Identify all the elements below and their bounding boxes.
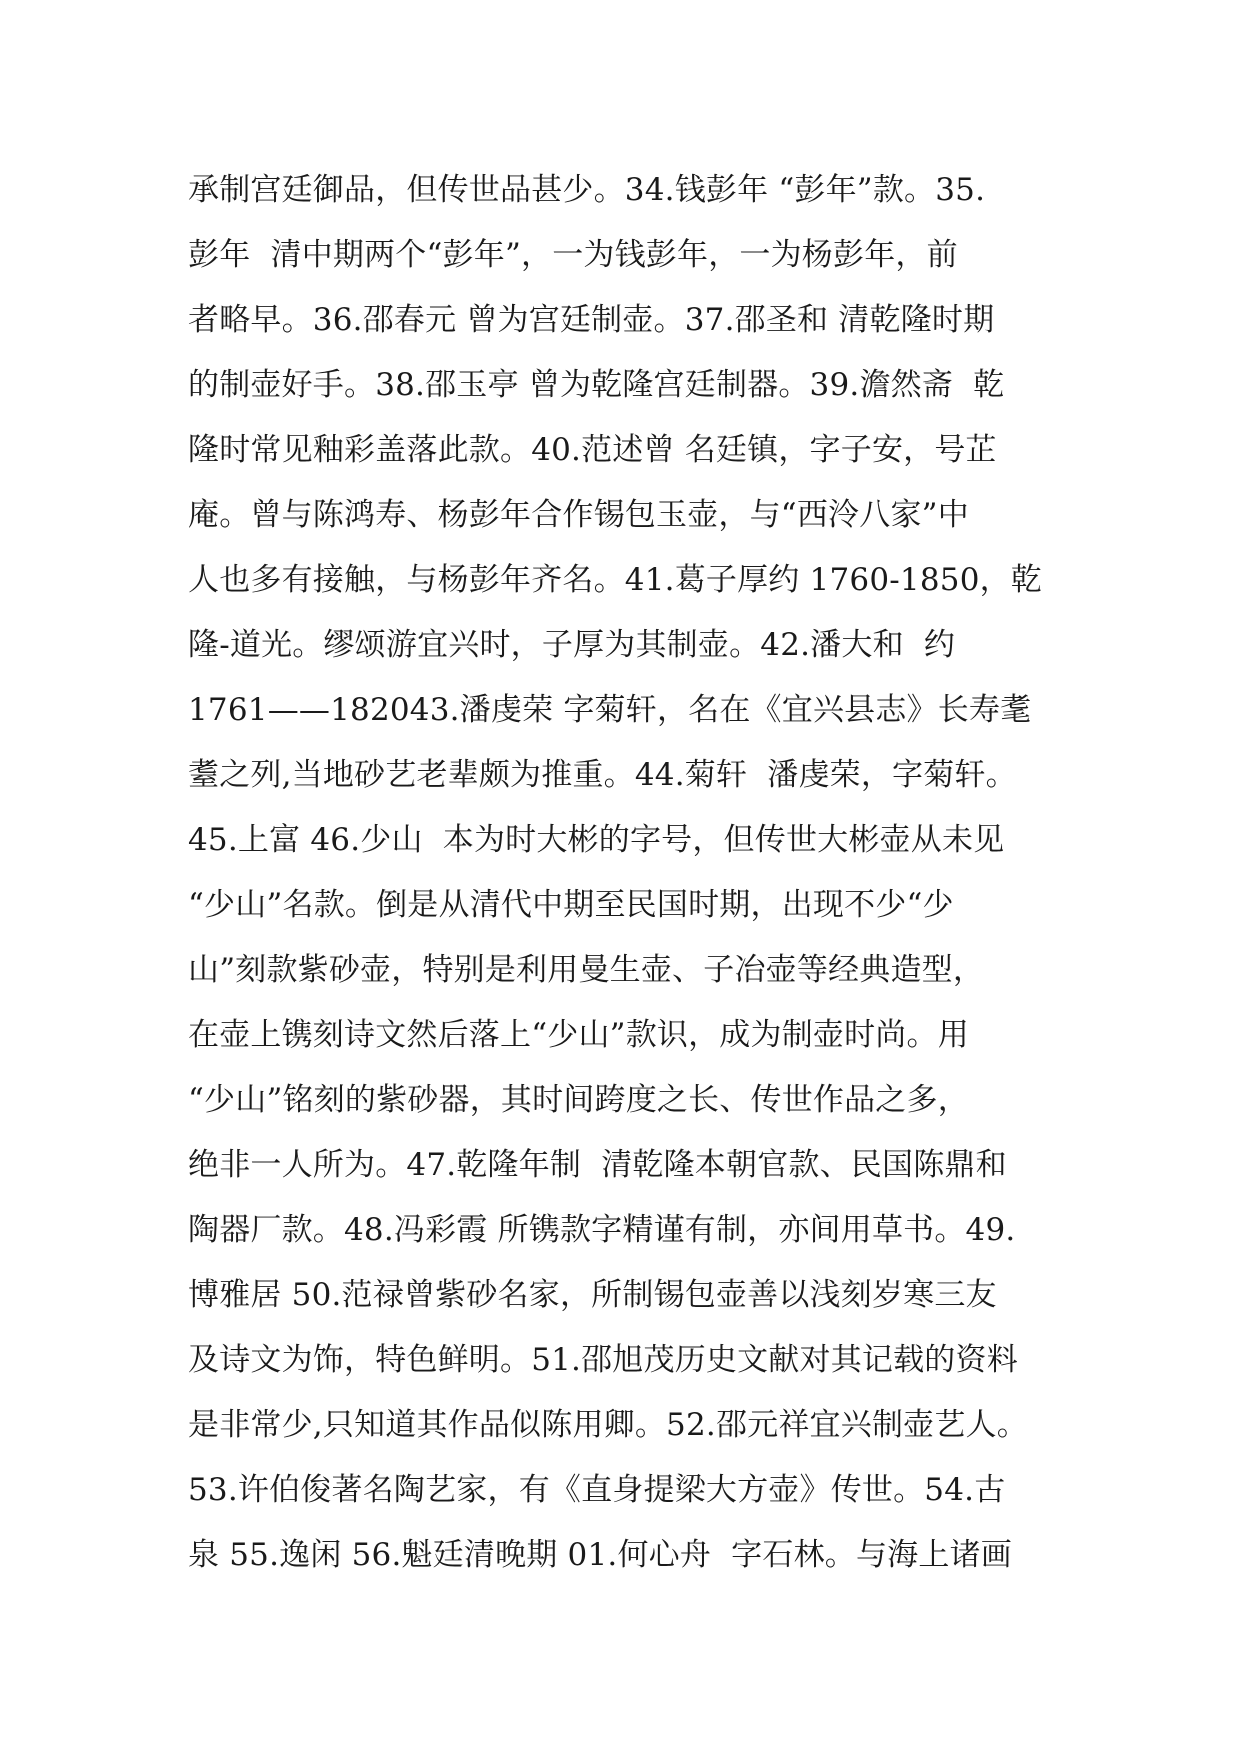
text-line: 及诗文为饰，特色鲜明。51.邵旭茂历史文献对其记载的资料 — [188, 1342, 1018, 1378]
text-line: 53.许伯俊著名陶艺家，有《直身提梁大方壶》传世。54.古 — [188, 1472, 1006, 1508]
text-line: 隆时常见釉彩盖落此款。40.范述曾 名廷镇，字子安，号芷 — [188, 432, 997, 468]
text-line: 博雅居 50.范禄曾紫砂名家，所制锡包壶善以浅刻岁寒三友 — [188, 1277, 997, 1313]
text-line: 泉 55.逸闲 56.魁廷清晚期 01.何心舟 字石林。与海上诸画 — [188, 1537, 1012, 1573]
text-line: “少山”铭刻的紫砂器，其时间跨度之长、传世作品之多， — [188, 1082, 969, 1118]
text-line: 是非常少,只知道其作品似陈用卿。52.邵元祥宜兴制壶艺人。 — [188, 1407, 1028, 1443]
text-line: 45.上富 46.少山 本为时大彬的字号，但传世大彬壶从未见 — [188, 822, 1005, 858]
text-line: 彭年 清中期两个“彭年”，一为钱彭年，一为杨彭年，前 — [188, 237, 958, 273]
text-line: 人也多有接触，与杨彭年齐名。41.葛子厚约 1760-1850，乾 — [188, 562, 1043, 598]
text-line: 耋之列,当地砂艺老辈颇为推重。44.菊轩 潘虔荣，字菊轩。 — [188, 757, 1017, 793]
text-line: 陶器厂款。48.冯彩霞 所镌款字精谨有制，亦间用草书。49. — [188, 1212, 1016, 1248]
text-line: 者略早。36.邵春元 曾为宫廷制壶。37.邵圣和 清乾隆时期 — [188, 302, 995, 338]
text-line: 在壶上镌刻诗文然后落上“少山”款识，成为制壶时尚。用 — [188, 1017, 969, 1053]
body-text — [188, 158, 1068, 1588]
text-line: 绝非一人所为。47.乾隆年制 清乾隆本朝官款、民国陈鼎和 — [188, 1147, 1007, 1183]
text-line: “少山”名款。倒是从清代中期至民国时期，出现不少“少 — [188, 887, 954, 923]
text-line: 隆-道光。缪颂游宜兴时，子厚为其制壶。42.潘大和 约 — [188, 627, 956, 663]
text-line: 山”刻款紫砂壶，特别是利用曼生壶、子冶壶等经典造型， — [188, 952, 985, 988]
text-line: 的制壶好手。38.邵玉亭 曾为乾隆宫廷制器。39.澹然斋 乾 — [188, 367, 1005, 403]
text-line: 庵。曾与陈鸿寿、杨彭年合作锡包玉壶，与“西泠八家”中 — [188, 497, 969, 533]
text-line: 承制宫廷御品，但传世品甚少。34.钱彭年 “彭年”款。35. — [188, 172, 986, 208]
text-line: 1761——182043.潘虔荣 字菊轩，名在《宜兴县志》长寿耄 — [188, 692, 1032, 728]
